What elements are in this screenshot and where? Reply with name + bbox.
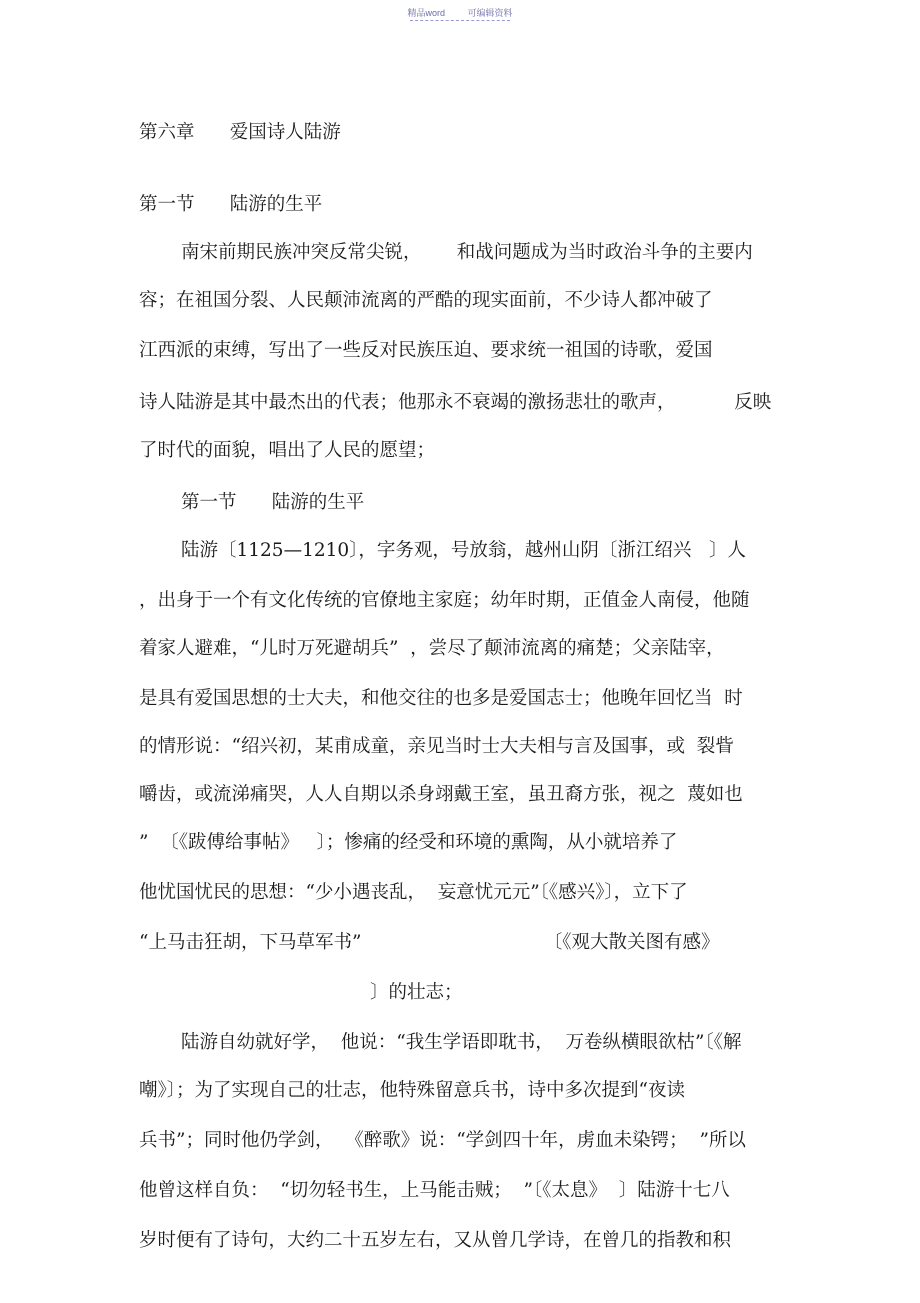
section-title-repeat: 第一节 陆游的生平 <box>181 492 365 513</box>
text-line: 诗人陆游是其中最杰出的代表；他那永不衰竭的激扬悲壮的歌声， 反映 <box>139 392 772 413</box>
text-line: 南宋前期民族冲突反常尖锐， 和战问题成为当时政治斗争的主要内 <box>181 242 753 263</box>
text-line: 他忧国忧民的思想：“少小遇丧乱， 妄意忧元元”〔《感兴》〕，立下了 <box>139 882 688 903</box>
header-right-text: 可编辑资料 <box>467 8 513 18</box>
text-line: 着家人避难，“儿时万死避胡兵” ，尝尽了颠沛流离的痛楚；父亲陆宰， <box>139 638 725 659</box>
text-line: 容；在祖国分裂、人民颠沛流离的严酷的现实面前，不少诗人都冲破了 <box>139 290 713 311</box>
text-line: 陆游〔1125—1210〕，字务观，号放翁，越州山阴〔浙江绍兴 〕人 <box>181 540 747 561</box>
page-header <box>0 6 920 19</box>
section-title: 第一节 陆游的生平 <box>139 194 323 215</box>
header-left-text: 精品word <box>407 8 445 18</box>
text-line: 是具有爱国思想的士大夫，和他交往的也多是爱国志士；他晚年回忆当 时 <box>139 688 743 709</box>
text-line: 了时代的面貌，唱出了人民的愿望； <box>139 440 436 461</box>
text-line: 岁时便有了诗句，大约二十五岁左右，又从曾几学诗，在曾几的指教和积 <box>139 1230 732 1251</box>
text-line: 陆游自幼就好学， 他说：“我生学语即耽书， 万卷纵横眼欲枯”〔《解 <box>181 1032 742 1053</box>
text-line: ” 〔《跋傅给事帖》 〕；惨痛的经受和环境的熏陶，从小就培养了 <box>139 832 678 853</box>
header-divider <box>410 20 510 21</box>
text-line: 兵书”；同时他仍学剑， 《醉歌》说：“学剑四十年，虏血未染锷； ”所以 <box>139 1130 746 1151</box>
chapter-title: 第六章 爱国诗人陆游 <box>139 122 341 143</box>
text-line: 嚼齿，或流涕痛哭，人人自期以杀身翊戴王室，虽丑裔方张，视之 蔑如也 <box>139 784 743 805</box>
text-line: 的情形说：“绍兴初，某甫成童，亲见当时士大夫相与言及国事，或 裂眥 <box>139 736 734 757</box>
text-line: 〕的壮志； <box>370 982 463 1003</box>
text-line: 他曾这样自负： “切勿轻书生，上马能击贼； ”〔《太息》 〕陆游十七八 <box>139 1180 730 1201</box>
text-line: “上马击狂胡，下马草军书” 〔《观大散关图有感》 <box>139 932 720 953</box>
text-line: 江西派的束缚，写出了一些反对民族压迫、要求统一祖国的诗歌，爱国 <box>139 340 713 361</box>
text-line: 嘲》〕；为了实现自己的壮志，他特殊留意兵书，诗中多次提到“夜读 <box>139 1080 685 1101</box>
text-line: ，出身于一个有文化传统的官僚地主家庭；幼年时期，正值金人南侵，他随 <box>139 590 750 611</box>
